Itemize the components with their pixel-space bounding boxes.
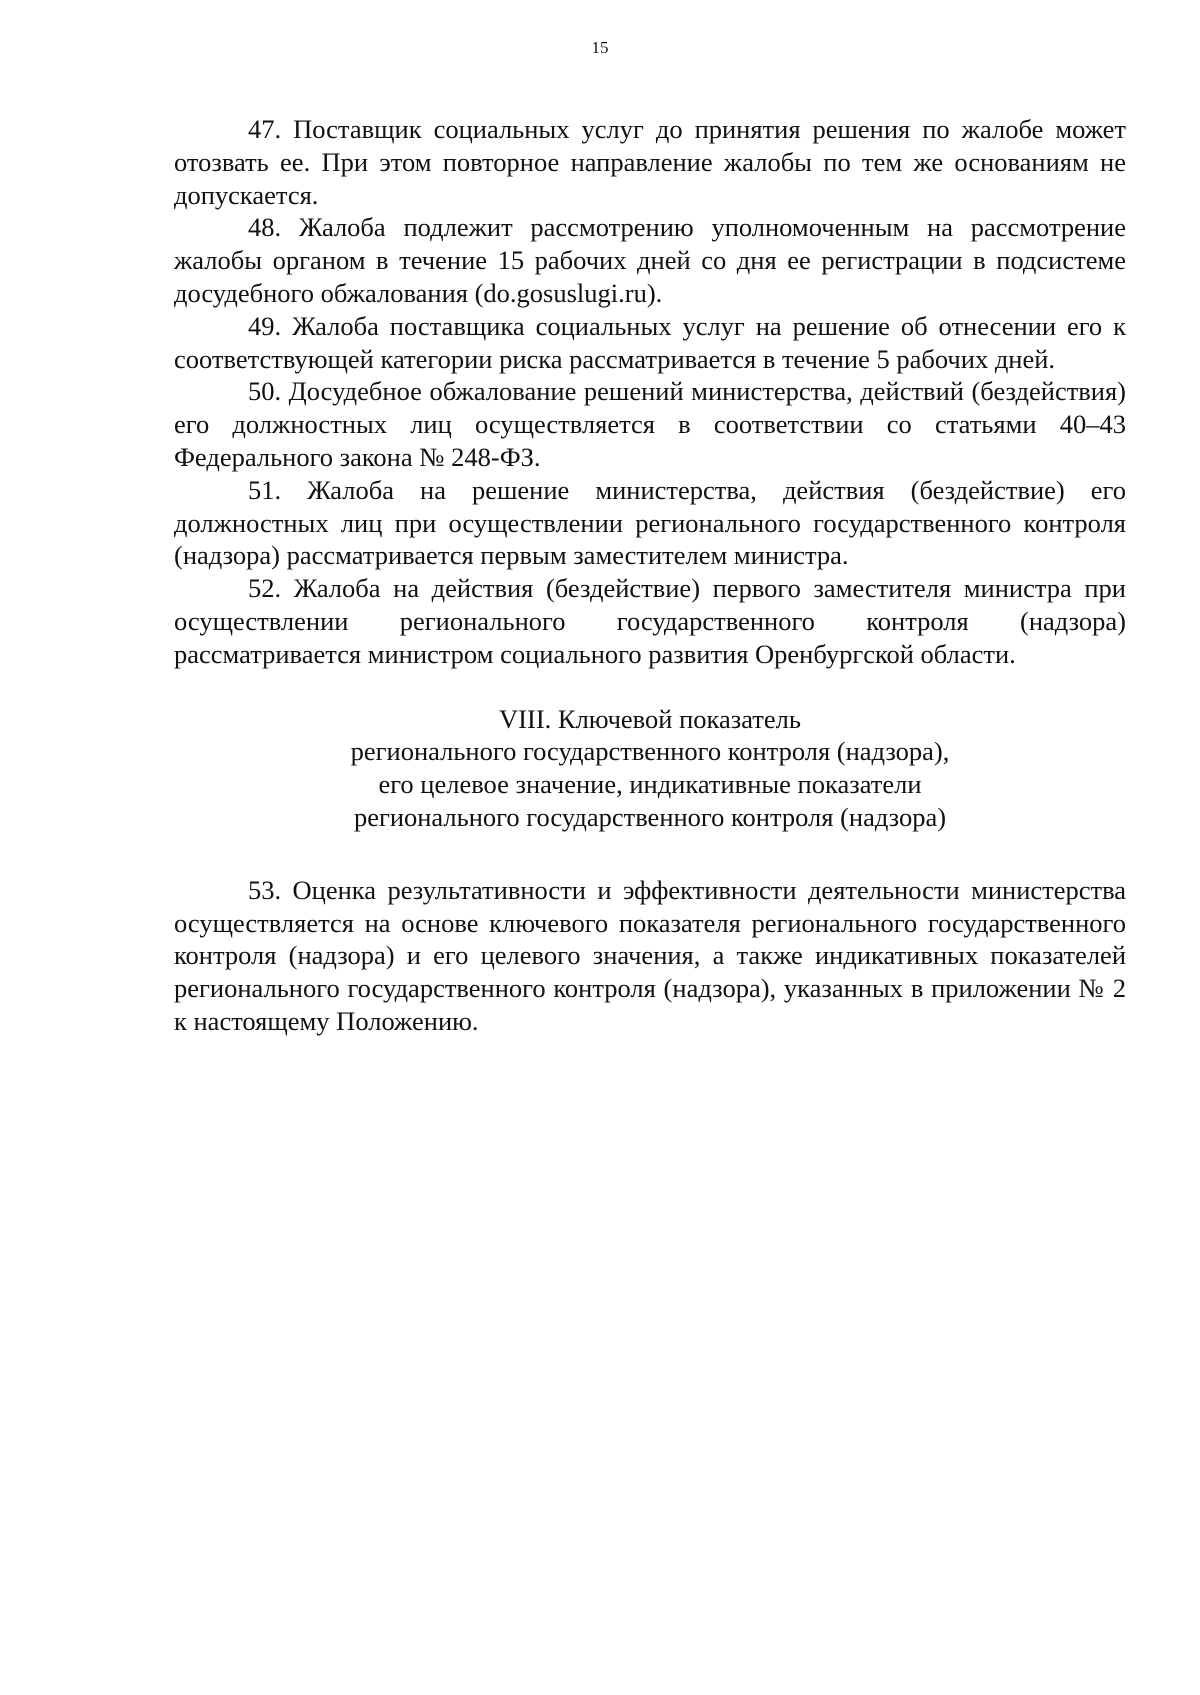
paragraph-51: 51. Жалоба на решение министерства, действия (бездействие) его должностных лиц при осуществлении регионального государственного контроля (надзора) рассматривается первым заместителем министра. xyxy=(174,474,1126,571)
paragraph-50: 50. Досудебное обжалование решений министерства, действий (бездействия) его должностных лиц осуществляется в соответствии со статьями 40–43 Федерального закона № 248-ФЗ. xyxy=(174,376,1126,472)
section-heading-line: регионального государственного контроля (надзора), xyxy=(350,736,950,767)
page-number: 15 xyxy=(591,38,609,57)
section-heading-line: регионального государственного контроля (надзора) xyxy=(353,801,947,832)
document-body xyxy=(174,113,1126,1038)
spacer xyxy=(174,834,1126,874)
section-heading-line: VIII. Ключевой показатель xyxy=(499,703,801,734)
paragraph-48: 48. Жалоба подлежит рассмотрению уполномоченным на рассмотрение жалобы органом в течение 15 рабочих дней со дня ее регистрации в подсистеме досудебного обжалования (do.gosuslugi.ru). xyxy=(174,212,1126,308)
paragraph-49: 49. Жалоба поставщика социальных услуг на решение об отнесении его к соответствующей категории риска рассматривается в течение 5 рабочих дней. xyxy=(174,310,1126,374)
paragraph-53: 53. Оценка результативности и эффективности деятельности министерства осуществляется на основе ключевого показателя регионального государственного контроля (надзора) и его целевого значения, а также индикативных показателей регионального государственного контроля (надзора), указанных в приложении № 2 к настоящему Положению. xyxy=(174,874,1126,1036)
paragraph-52: 52. Жалоба на действия (бездействие) первого заместителя министра при осуществлении регионального государственного контроля (надзора) рассматривается министром социального развития Оренбургской области. xyxy=(174,573,1126,669)
paragraph-47: 47. Поставщик социальных услуг до принятия решения по жалобе может отозвать ее. При этом повторное направление жалобы по тем же основаниям не допускается. xyxy=(174,114,1126,210)
section-heading xyxy=(174,703,1126,834)
section-heading-line: его целевое значение, индикативные показатели xyxy=(378,769,922,800)
